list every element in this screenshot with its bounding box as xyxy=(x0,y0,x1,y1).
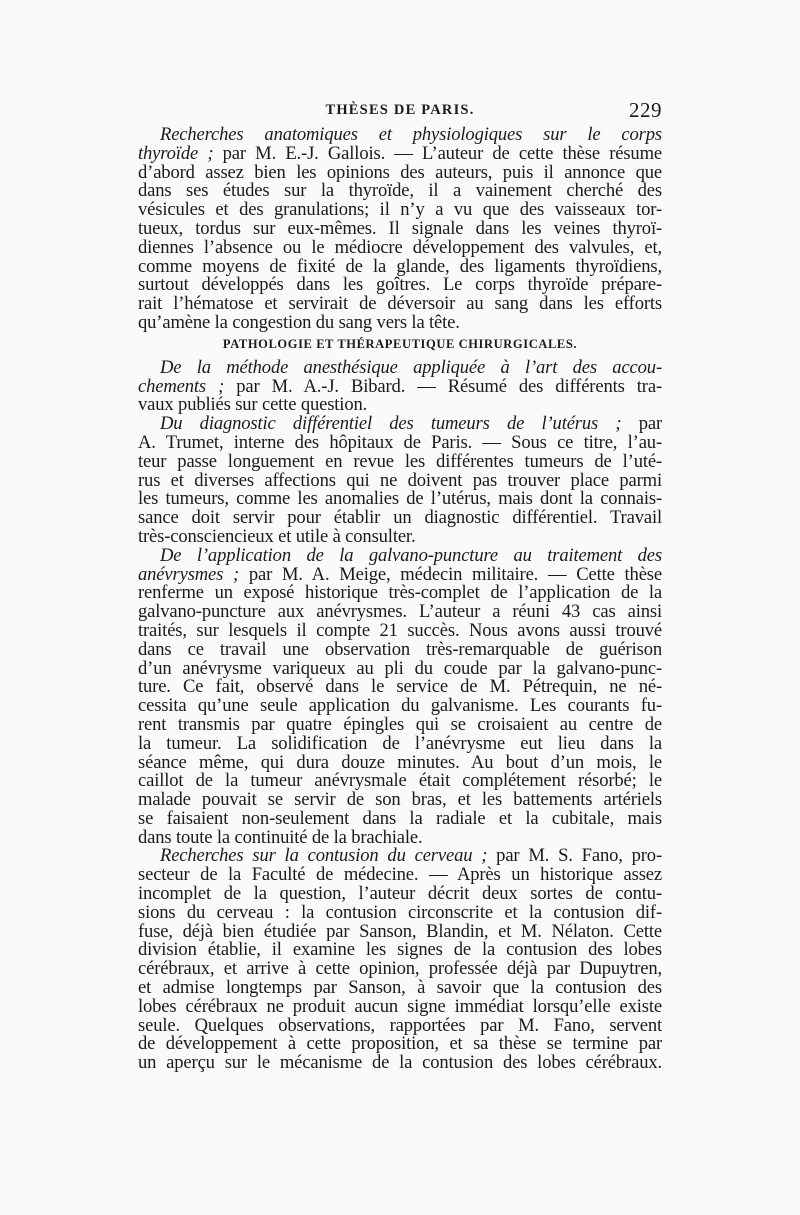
text-line: lobes cérébraux ne produit aucun signe immédiat lorsqu’elle existe xyxy=(138,995,662,1017)
text-line: la tumeur. La solidification de l’anévrysme eut lieu dans la xyxy=(138,732,662,754)
text-line: caillot de la tumeur anévrysmale était complétement résorbé; le xyxy=(138,770,662,792)
text-line: sance doit servir pour établir un diagnostic différentiel. Travail xyxy=(138,507,662,529)
text-line xyxy=(138,142,662,164)
text-line: dans ce travail une observation très-remarquable de guérison xyxy=(138,638,662,660)
text-line: d’abord assez bien les opinions des auteurs, puis il annonce que xyxy=(138,161,662,183)
text-line: rait l’hématose et servirait de déversoir au sang dans les efforts xyxy=(138,293,662,315)
text-line: très-consciencieux et utile à consulter. xyxy=(138,525,416,547)
thesis-title: Recherches sur la contusion du cerveau ; xyxy=(160,845,488,867)
text-line: sions du cerveau : la contusion circonscrite et la contusion dif- xyxy=(138,901,662,923)
text-line: A. Trumet, interne des hôpitaux de Paris. — Sous ce titre, l’au- xyxy=(138,431,662,453)
text-line: dans toute la continuité de la brachiale. xyxy=(138,826,423,848)
text-line: d’un anévrysme variqueux au pli du coude par la galvano-punc- xyxy=(138,657,662,679)
text-line: galvano-puncture aux anévrysmes. L’auteur a réuni 43 cas ainsi xyxy=(138,601,662,623)
paragraph-gallois xyxy=(138,126,662,333)
text-line: séance même, qui dura douze minutes. Au bout d’un mois, le xyxy=(138,751,662,773)
text-line: surtout développés dans les goîtres. Le corps thyroïde prépare- xyxy=(138,274,662,296)
text-line: diennes l’absence ou le médiocre développement des valvules, et, xyxy=(138,236,662,258)
text-line: fuse, déjà bien étudiée par Sanson, Blandin, et M. Nélaton. Cette xyxy=(138,920,662,942)
text-run: par M. E.-J. Gallois. — L’auteur de cette thèse résume xyxy=(213,142,662,164)
text-run: par M. A.-J. Bibard. — Résumé des différents tra- xyxy=(224,375,662,397)
page-number: 229 xyxy=(629,98,662,122)
text-line: incomplet de la question, l’auteur décrit deux sortes de contu- xyxy=(138,883,662,905)
text-body xyxy=(138,126,662,1073)
page-header xyxy=(138,100,662,126)
thesis-title: De la méthode anesthésique appliquée à l’art des accou- xyxy=(160,356,662,378)
thesis-title: De l’application de la galvano-puncture au traitement des xyxy=(160,544,662,566)
text-line: division établie, il examine les signes de la contusion des lobes xyxy=(138,939,662,961)
thesis-title: Du diagnostic différentiel des tumeurs de l’utérus ; xyxy=(160,413,622,435)
text-line: renferme un exposé historique très-complet de l’application de la xyxy=(138,582,662,604)
text-line: dans ses études sur la thyroïde, il a vainement cherché des xyxy=(138,180,662,202)
text-run: par M. S. Fano, pro- xyxy=(487,845,662,867)
paragraph-bibard xyxy=(138,356,662,416)
text-line: se faisaient non-seulement dans la radiale et la cubitale, mais xyxy=(138,807,662,829)
text-line: rent transmis par quatre épingles qui se croisaient au centre de xyxy=(138,713,662,735)
text-line: un aperçu sur le mécanisme de la contusion des lobes cérébraux. xyxy=(138,1052,662,1074)
text-run: par M. A. Meige, médecin militaire. — Cette thèse xyxy=(239,563,662,585)
text-line: teur passe longuement en revue les différentes tumeurs de l’uté- xyxy=(138,450,662,472)
text-line: vésicules et des granulations; il n’y a vu que des vaisseaux tor- xyxy=(138,199,662,221)
text-line: seule. Quelques observations, rapportées par M. Fano, servent xyxy=(138,1014,662,1036)
paragraph-fano xyxy=(138,847,662,1073)
thesis-title: Recherches anatomiques et physiologiques sur le corps xyxy=(160,124,662,145)
text-line: comme moyens de fixité de la glande, des ligaments thyroïdiens, xyxy=(138,255,662,277)
text-line: cessita qu’une seule application du galvanisme. Les courants fu- xyxy=(138,695,662,717)
text-line: de développement à cette proposition, et sa thèse se termine par xyxy=(138,1033,662,1055)
text-line: qu’amène la congestion du sang vers la tête. xyxy=(138,311,460,333)
paragraph-meige xyxy=(138,544,662,848)
thesis-title: anévrysmes ; xyxy=(138,563,240,585)
thesis-title: chements ; xyxy=(138,375,225,397)
paragraph-trumet xyxy=(138,415,662,547)
running-title: THÈSES DE PARIS. xyxy=(325,102,475,118)
text-run: par xyxy=(621,413,662,435)
text-line: ture. Ce fait, observé dans le service de M. Pétrequin, ne né- xyxy=(138,676,662,698)
text-line: cérébraux, et arrive à cette opinion, professée déjà par Dupuytren, xyxy=(138,958,662,980)
section-heading: PATHOLOGIE ET THÉRAPEUTIQUE CHIRURGICALES. xyxy=(222,336,578,351)
text-line: traités, sur lesquels il compte 21 succès. Nous avons aussi trouvé xyxy=(138,619,662,641)
thesis-title: thyroïde ; xyxy=(138,142,214,164)
text-line: tueux, tordus sur eux-mêmes. Il signale dans les veines thyroï- xyxy=(138,217,662,239)
text-line: vaux publiés sur cette question. xyxy=(138,394,368,416)
text-line: les tumeurs, comme les anomalies de l’utérus, mais dont la connais- xyxy=(138,488,662,510)
text-line: secteur de la Faculté de médecine. — Après un historique assez xyxy=(138,864,662,886)
text-line: malade pouvait se servir de son bras, et les battements artériels xyxy=(138,789,662,811)
text-line: rus et diverses affections qui ne doivent pas trouver place parmi xyxy=(138,469,662,491)
text-line: et admise longtemps par Sanson, à savoir que la contusion des xyxy=(138,977,662,999)
